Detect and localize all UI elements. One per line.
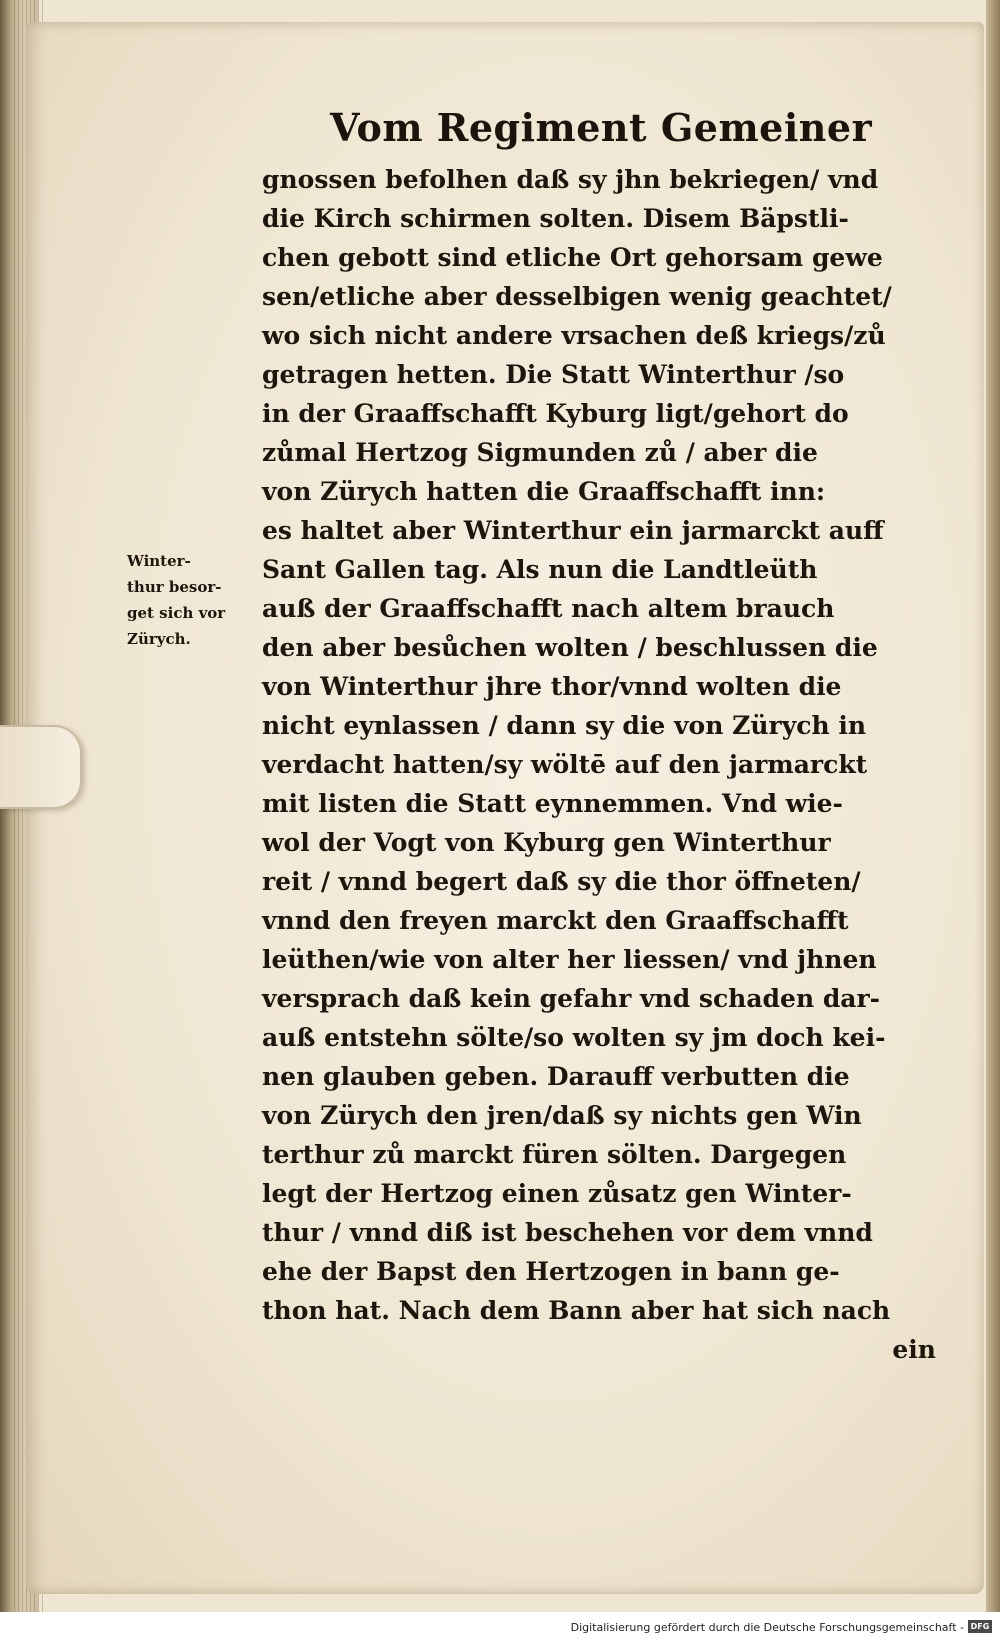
text-line: gnossen befolhen daß sy jhn bekriegen/ vnd bbox=[262, 165, 879, 194]
marginal-note-line: Zürych. bbox=[127, 630, 191, 648]
text-line: zůmal Hertzog Sigmunden zů / aber die bbox=[262, 438, 818, 467]
text-line: verdacht hatten/sy wöltē auf den jarmarckt bbox=[262, 750, 868, 779]
text-line: Sant Gallen tag. Als nun die Landtleüth bbox=[262, 555, 818, 584]
right-page-edge bbox=[986, 0, 1000, 1612]
text-line: es haltet aber Winterthur ein jarmarckt auff bbox=[262, 516, 884, 545]
text-line: wol der Vogt von Kyburg gen Winterthur bbox=[262, 828, 831, 857]
marginal-note-line: get sich vor bbox=[127, 604, 226, 622]
text-line: von Zürych hatten die Graaffschafft inn: bbox=[262, 477, 826, 506]
footer-bar bbox=[0, 1612, 1000, 1645]
text-line: auß entstehn sölte/so wolten sy jm doch kei- bbox=[262, 1023, 886, 1052]
text-line: getragen hetten. Die Statt Winterthur /so bbox=[262, 360, 845, 389]
text-line: mit listen die Statt eynnemmen. Vnd wie- bbox=[262, 789, 843, 818]
body-text bbox=[262, 160, 944, 1369]
text-line: thur / vnnd diß ist beschehen vor dem vnnd bbox=[262, 1218, 873, 1247]
text-line: vnnd den freyen marckt den Graaffschafft bbox=[262, 906, 849, 935]
text-line: von Winterthur jhre thor/vnnd wolten die bbox=[262, 672, 842, 701]
marginal-note-line: Winter- bbox=[127, 552, 191, 570]
text-line: nicht eynlassen / dann sy die von Zürych in bbox=[262, 711, 867, 740]
text-line: versprach daß kein gefahr vnd schaden dar- bbox=[262, 984, 881, 1013]
text-line: chen gebott sind etliche Ort gehorsam gewe bbox=[262, 243, 883, 272]
text-line: nen glauben geben. Darauff verbutten die bbox=[262, 1062, 850, 1091]
dfg-logo: DFG bbox=[968, 1620, 992, 1633]
text-line: reit / vnnd begert daß sy die thor öffneten/ bbox=[262, 867, 861, 896]
text-line: den aber besůchen wolten / beschlussen die bbox=[262, 633, 878, 662]
text-line: die Kirch schirmen solten. Disem Bäpstli- bbox=[262, 204, 849, 233]
running-head: Vom Regiment Gemeiner bbox=[330, 105, 873, 150]
text-line: ehe der Bapst den Hertzogen in bann ge- bbox=[262, 1257, 840, 1286]
clasp-tab bbox=[0, 725, 82, 809]
text-line: thon hat. Nach dem Bann aber hat sich nach bbox=[262, 1296, 891, 1325]
text-line: von Zürych den jren/daß sy nichts gen Win bbox=[262, 1101, 862, 1130]
catchword: ein bbox=[892, 1335, 936, 1364]
text-line: leüthen/wie von alter her liessen/ vnd jhnen bbox=[262, 945, 877, 974]
text-line: wo sich nicht andere vrsachen deß kriegs/zů bbox=[262, 321, 886, 350]
text-line: auß der Graaffschafft nach altem brauch bbox=[262, 594, 835, 623]
marginal-note-line: thur besor- bbox=[127, 578, 222, 596]
marginal-note bbox=[127, 548, 257, 652]
text-line: legt der Hertzog einen zůsatz gen Winter- bbox=[262, 1179, 852, 1208]
funding-credit: Digitalisierung gefördert durch die Deutsche Forschungsgemeinschaft - bbox=[570, 1621, 964, 1634]
text-line: sen/etliche aber desselbigen wenig geachtet/ bbox=[262, 282, 892, 311]
text-line: terthur zů marckt füren sölten. Dargegen bbox=[262, 1140, 847, 1169]
text-line: in der Graaffschafft Kyburg ligt/gehort do bbox=[262, 399, 849, 428]
